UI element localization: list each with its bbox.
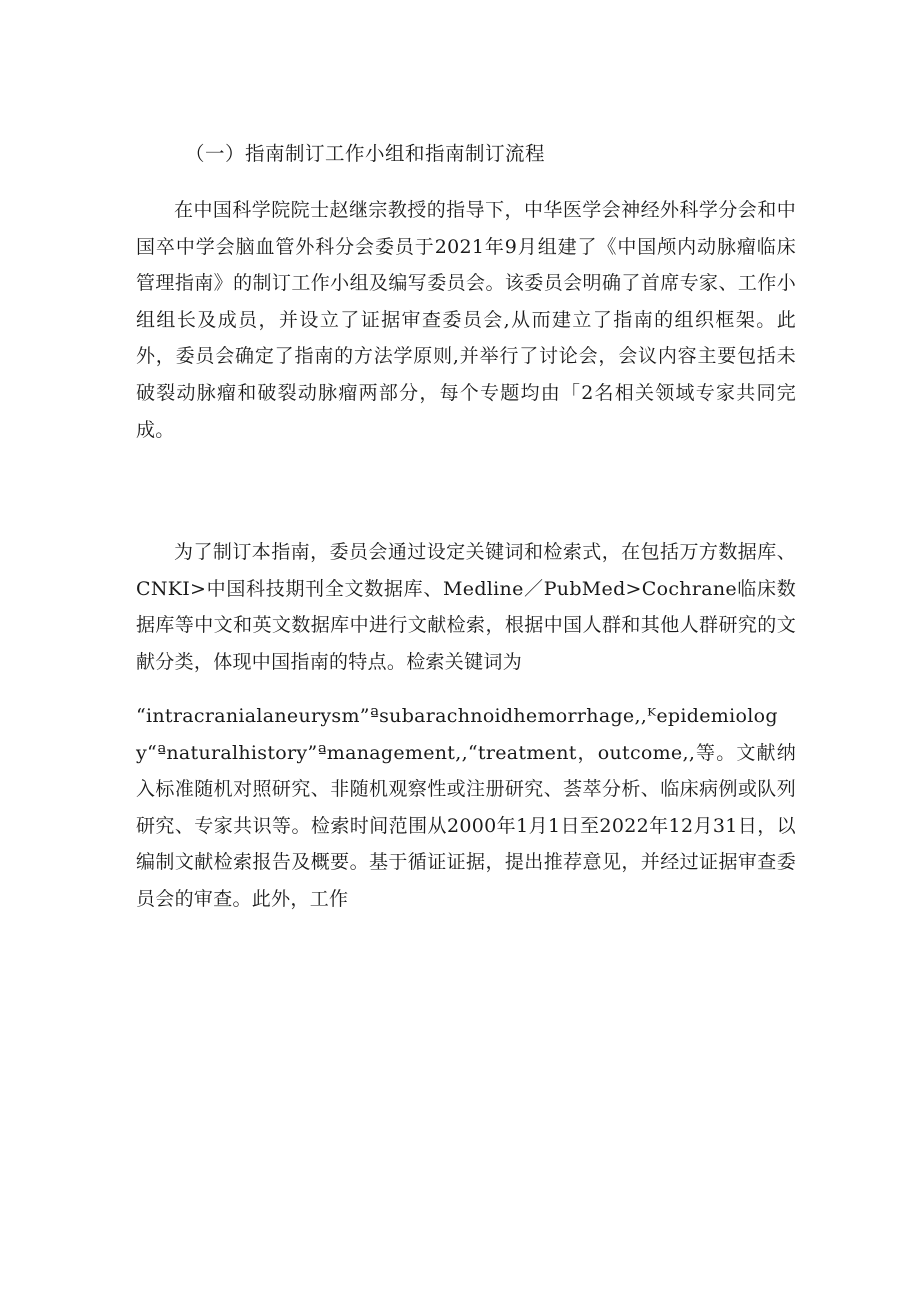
section-heading: （一）指南制订工作小组和指南制订流程 <box>185 142 546 165</box>
paragraph-literature-search: 为了制订本指南，委员会通过设定关键词和检索式，在包括万方数据库、CNKI>中国科技期刊全文数据库、Medline／PubMed>Cochrane临床数据库等中文和英文数据库中进行文献检索，根据中国人群和其他人群研究的文献分类，体现中国指南的特点。检索关键词为 <box>136 541 796 673</box>
paragraph-committee-formation: 在中国科学院院士赵继宗教授的指导下，中华医学会神经外科学分会和中国卒中学会脑血管外科分会委员于2021年9月组建了《中国颅内动脉瘤临床管理指南》的制订工作小组及编写委员会。该委员会明确了首席专家、工作小组组长及成员，并设立了证据审查委员会,从而建立了指南的组织框架。此外，委员会确定了指南的方法学原则,并举行了讨论会，会议内容主要包括未破裂动脉瘤和破裂动脉瘤两部分，每个专题均由「2名相关领域专家共同完成。 <box>136 199 796 441</box>
paragraph-search-keywords: “intracranialaneurysm”ªsubarachnoidhemorrhage,,ᴷepidemiology“ªnaturalhistory”ªmanagement,,“treatment，outcome,,等。文献纳入标准随机对照研究、非随机观察性或注册研究、荟萃分析、临床病例或队列研究、专家共识等。检索时间范围从2000年1月1日至2022年12月31日，以编制文献检索报告及概要。基于循证证据，提出推荐意见，并经过证据审查委员会的审查。此外，工作 <box>136 705 796 910</box>
